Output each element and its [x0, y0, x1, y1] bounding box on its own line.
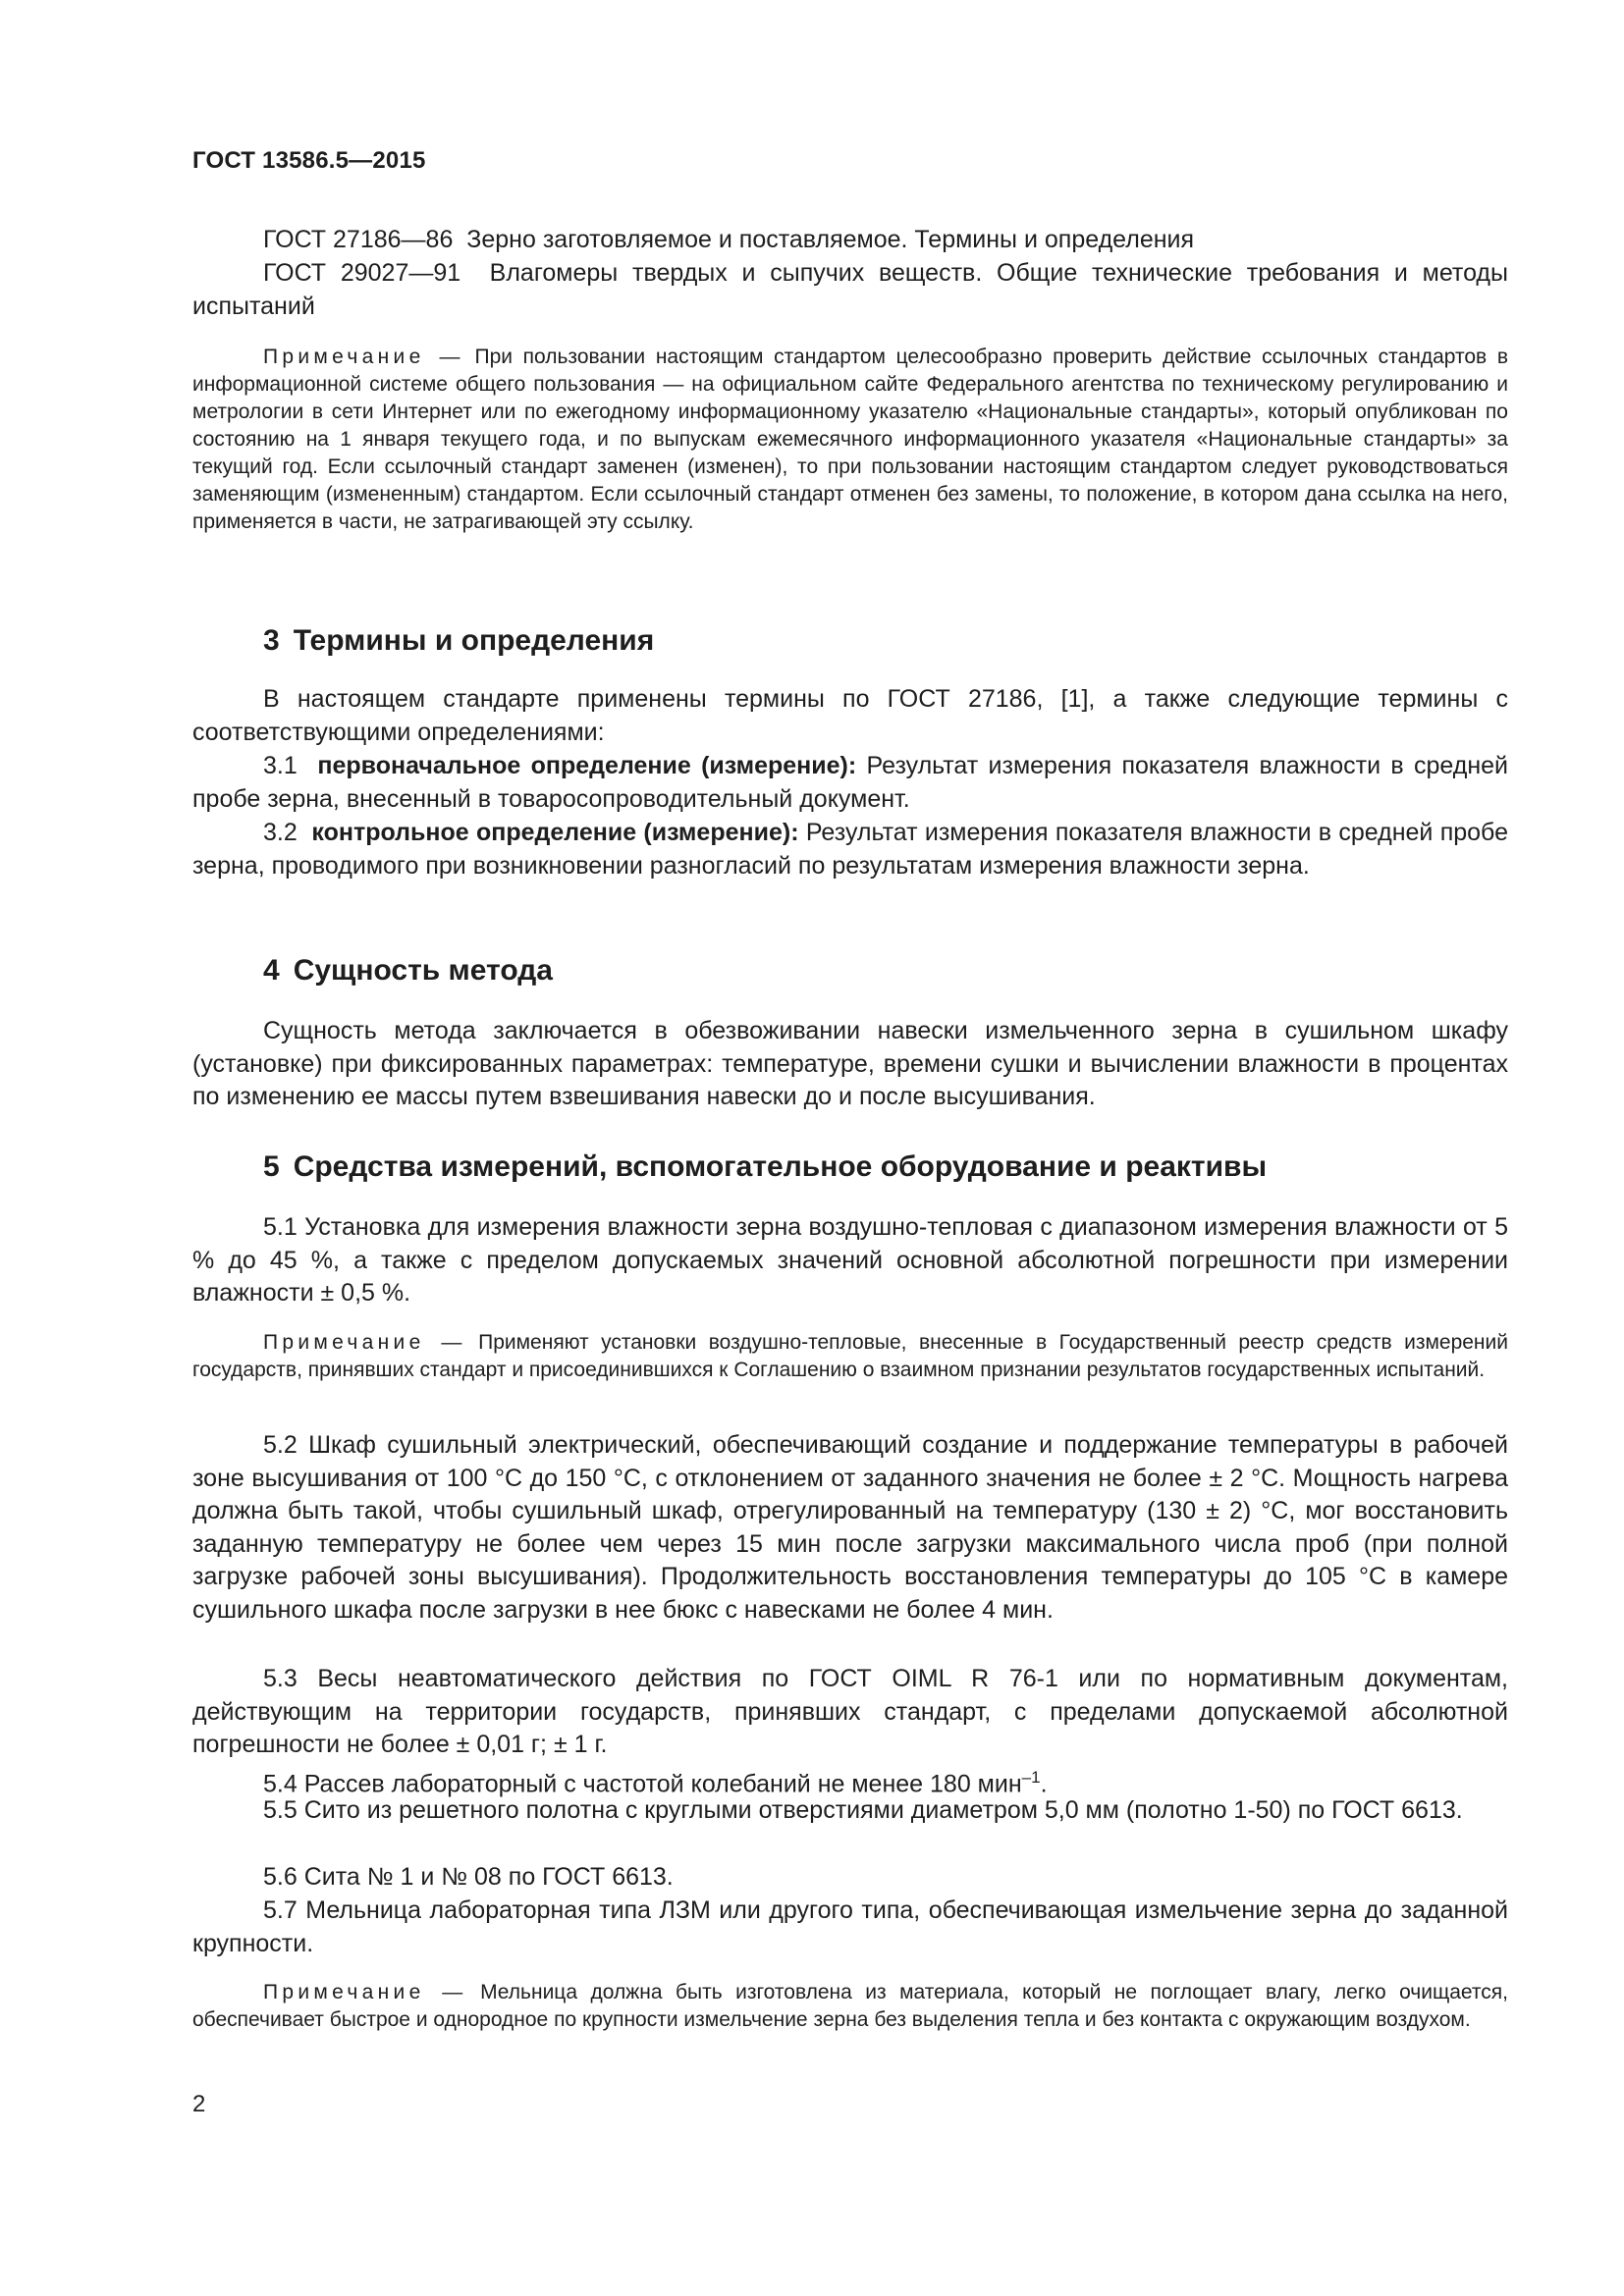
item-5-4: 5.4 Рассев лабораторный с частотой колебаний не менее 180 мин$^{-1}$.: [263, 1768, 1048, 1798]
note-references: Примечание — При пользовании настоящим стандартом целесообразно проверить действие ссылочных стандартов в информационной системе общего пользования — на официальном сайте Федерального агентства по техническому регулированию и метрологии в сети Интернет или по ежегодному информационному указателю «Национальные стандарты», который опубликован по состоянию на 1 января текущего года, и по выпускам ежемесячного информационного указателя «Национальные стандарты» за текущий год. Если ссылочный стандарт заменен (изменен), то при пользовании настоящим стандартом следует руководствоваться заменяющим (измененным) стандартом. Если ссылочный стандарт отменен без замены, то положение, в котором дана ссылка на него, применяется в части, не затрагивающей эту ссылку.: [192, 346, 1509, 533]
item-5-2: 5.2 Шкаф сушильный электрический, обеспечивающий создание и поддержание температуры в рабочей зоне высушивания от 100 °С до 150 °С, с отклонением от заданного значения не более ± 2 °С. Мощность нагрева должна быть такой, чтобы сушильный шкаф, отрегулированный на температуру (130 ± 2) °С, мог восстановить заданную температуру не более чем через 15 мин после загрузки максимального числа проб (при полной загрузке рабочей зоны высушивания). Продолжительность восстановления температуры до 105 °С в камере сушильного шкафа после загрузки в нее бюкс с навесками не более 4 мин.: [192, 1431, 1508, 1624]
term-3-2-name: контрольное определение (измерение):: [311, 819, 799, 846]
item-5-6: 5.6 Сита № 1 и № 08 по ГОСТ 6613.: [263, 1863, 674, 1891]
item-5-3: 5.3 Весы неавтоматического действия по ГОСТ OIML R 76-1 или по нормативным документам, действующим на территории государств, принявших стандарт, с пределами допускаемой абсолютной погрешности не более ± 0,01 г; ± 1 г.: [192, 1665, 1508, 1758]
item-5-1: 5.1 Установка для измерения влажности зерна воздушно-тепловая с диапазоном измерения влажности от 5 % до 45 %, а также с пределом допускаемых значений основной абсолютной погрешности при измерении влажности ± 0,5 %.: [192, 1213, 1508, 1307]
document-header: ГОСТ 13586.5—2015: [192, 147, 426, 174]
section-3-heading: 3 Термины и определения: [263, 624, 655, 657]
note-5-7: Примечание — Мельница должна быть изготовлена из материала, который не поглощает влагу, легко очищается, обеспечивает быстрое и однородное по крупности измельчение зерна без выделения тепла и без контакта с окружающим воздухом.: [192, 1981, 1508, 2031]
item-5-5: 5.5 Сито из решетного полотна с круглыми отверстиями диаметром 5,0 мм (полотно 1-50) по ГОСТ 6613.: [263, 1796, 1463, 1824]
reference-gost-29027: ГОСТ 29027—91 Влагомеры твердых и сыпучих веществ. Общие технические требования и методы испытаний: [192, 259, 1508, 320]
term-3-2: 3.2 контрольное определение (измерение): Результат измерения показателя влажности в средней пробе зерна, проводимого при возникновении разногласий по результатам измерения влажности зерна.: [192, 819, 1508, 880]
term-3-1: 3.1 первоначальное определение (измерение): Результат измерения показателя влажности в средней пробе зерна, внесенный в товаросопроводительный документ.: [192, 752, 1508, 813]
page-number: 2: [192, 2091, 206, 2117]
section-5-heading: 5 Средства измерений, вспомогательное оборудование и реактивы: [263, 1150, 1268, 1183]
item-5-7: 5.7 Мельница лабораторная типа ЛЗМ или другого типа, обеспечивающая измельчение зерна до заданной крупности.: [192, 1896, 1508, 1957]
reference-gost-27186: ГОСТ 27186—86 Зерно заготовляемое и поставляемое. Термины и определения: [263, 226, 1195, 253]
term-3-1-name: первоначальное определение (измерение):: [317, 752, 857, 779]
note-5-1: Примечание — Применяют установки воздушно-тепловые, внесенные в Государственный реестр средств измерений государств, принявших стандарт и присоединившихся к Соглашению о взаимном признании результатов государственных испытаний.: [192, 1331, 1508, 1381]
section-3-intro: В настоящем стандарте применены термины по ГОСТ 27186, [1], а также следующие термины с соответствующими определениями:: [192, 685, 1508, 746]
section-4-text: Сущность метода заключается в обезвоживании навески измельченного зерна в сушильном шкафу (установке) при фиксированных параметрах: температуре, времени сушки и вычислении влажности в процентах по изменению ее массы путем взвешивания навески до и после высушивания.: [192, 1017, 1508, 1110]
section-4-heading: 4 Сущность метода: [263, 954, 553, 987]
note-label: Примечание —: [263, 346, 464, 368]
